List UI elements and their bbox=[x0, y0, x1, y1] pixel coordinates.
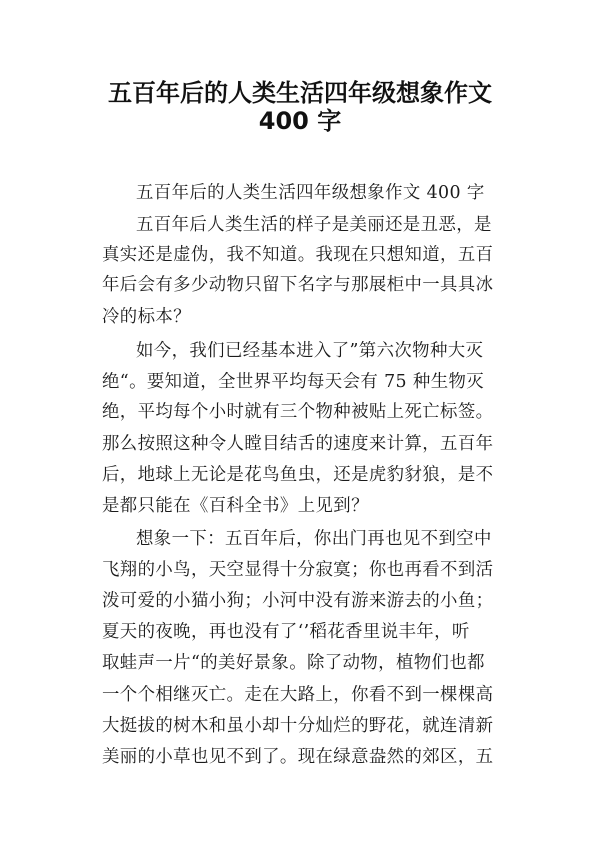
body-line: 绝，平均每个小时就有三个物种被贴上死亡标签。 bbox=[102, 402, 494, 422]
body-line: 飞翔的小鸟，天空显得十分寂寞；你也再看不到活 bbox=[102, 560, 494, 580]
body-line: 取蛙声一片“的美好景象。除了动物，植物们也都 bbox=[102, 653, 485, 673]
body-line: 泼可爱的小猫小狗；小河中没有游来游去的小鱼； bbox=[102, 591, 494, 611]
document-title-line-1: 五百年后的人类生活四年级想象作文 bbox=[108, 79, 492, 107]
body-line: 年后会有多少动物只留下名字与那展柜中一具具冰 bbox=[102, 275, 494, 295]
body-line: 是都只能在《百科全书》上见到？ bbox=[102, 496, 369, 516]
body-line: 五百年后的人类生活四年级想象作文 400 字 bbox=[136, 183, 485, 203]
body-line: 如今，我们已经基本进入了”第六次物种大灭 bbox=[136, 341, 484, 361]
body-line: 大挺拔的树木和虽小却十分灿烂的野花，就连清新 bbox=[102, 716, 494, 736]
body-line: 那么按照这种令人瞠目结舌的速度来计算，五百年 bbox=[102, 434, 494, 454]
body-line: 绝“。要知道，全世界平均每天会有 75 种生物灭 bbox=[102, 372, 485, 392]
body-line: 美丽的小草也见不到了。现在绿意盎然的郊区，五 bbox=[102, 747, 494, 767]
body-line: 五百年后人类生活的样子是美丽还是丑恶，是 bbox=[136, 215, 492, 235]
body-line: 后，地球上无论是花鸟鱼虫，还是虎豹豺狼，是不 bbox=[102, 465, 494, 485]
document-title-line-2: 400 字 bbox=[258, 107, 342, 135]
body-line: 想象一下：五百年后，你出门再也见不到空中 bbox=[136, 529, 492, 549]
body-line: 真实还是虚伪，我不知道。我现在只想知道，五百 bbox=[102, 245, 494, 265]
body-line: 夏天的夜晚，再也没有了‘’稻花香里说丰年，听 bbox=[102, 622, 470, 642]
body-line: 一个个相继灭亡。走在大路上，你看不到一棵棵高 bbox=[102, 685, 494, 705]
body-line: 冷的标本？ bbox=[102, 307, 191, 327]
